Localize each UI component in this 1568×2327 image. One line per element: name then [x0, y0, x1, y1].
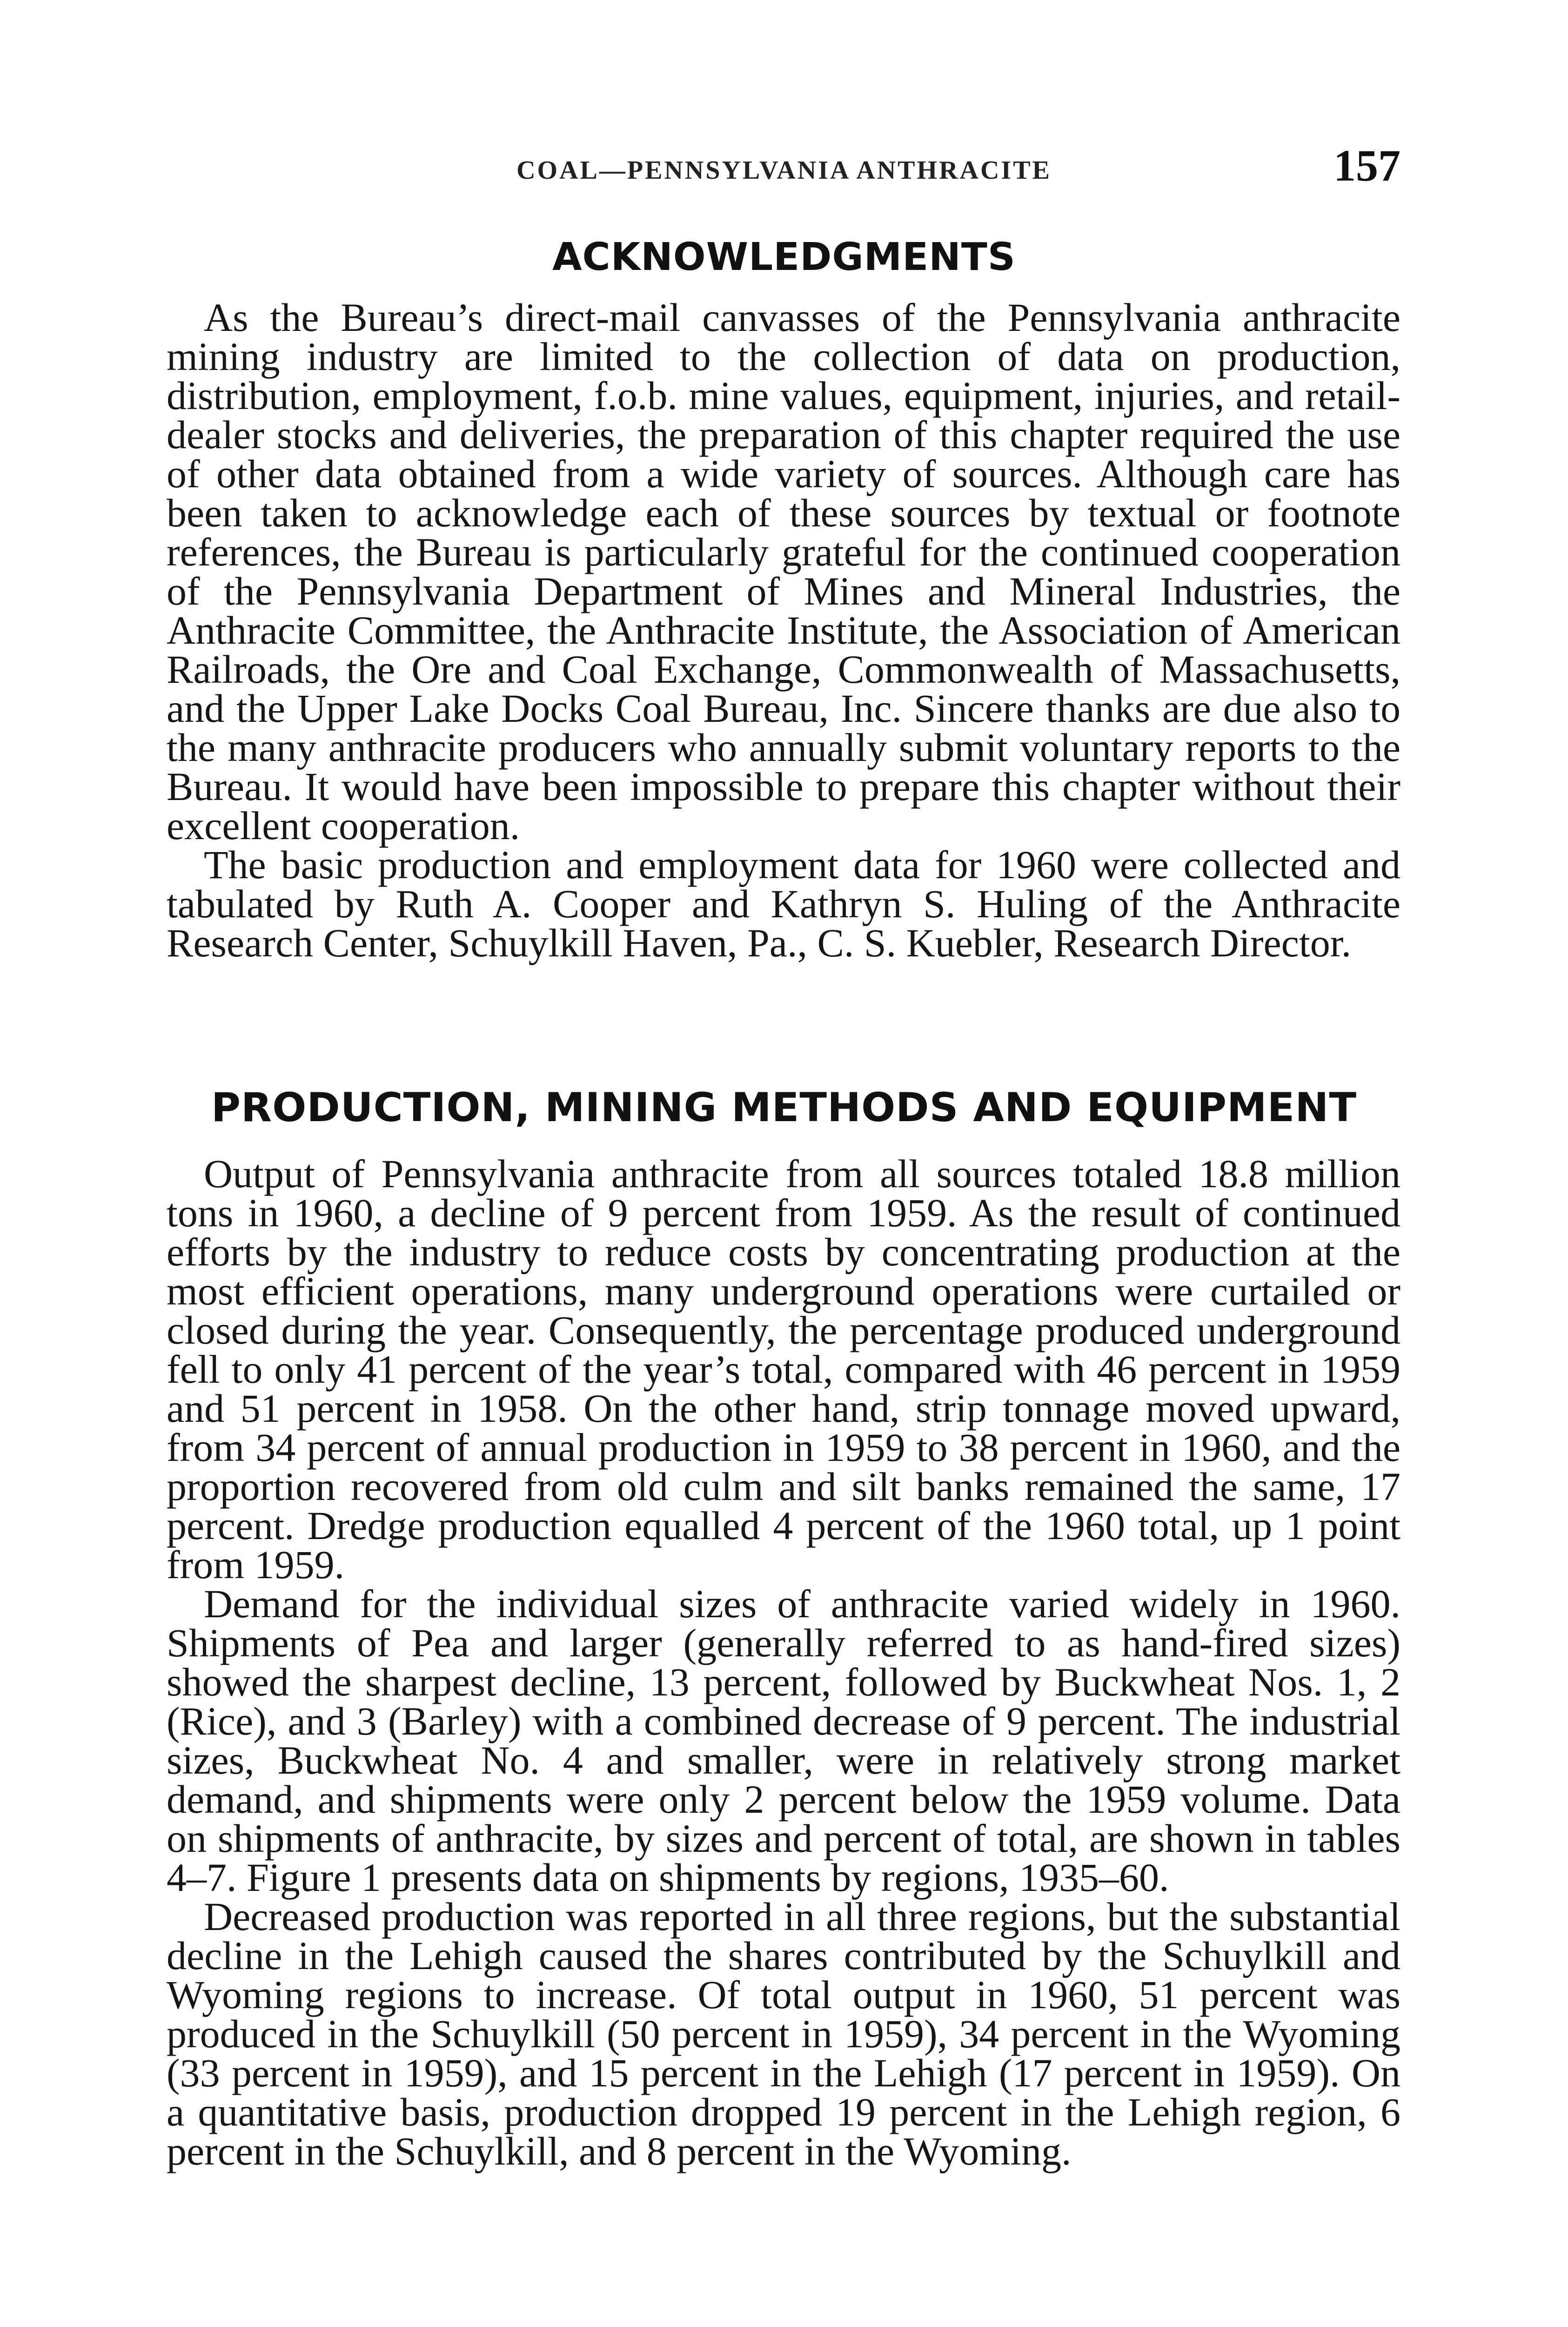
running-head: [168, 140, 1400, 191]
acknowledgments-heading: ACKNOWLEDGMENTS: [552, 235, 1016, 279]
acknowledgments-paragraph: As the Bureau’s direct-mail canvasses of the Pennsylvania anthracite mining industry are limited to the collection of data on production, distribution, employment, f.o.b. mine values, equipment, injuries, and retail-dealer stocks and deliveries, the preparation of this chapter required the use of other data obtained from a wide variety of sources. Although care has been taken to acknowledge each of these sources by textual or footnote references, the Bureau is particularly grateful for the continued cooperation of the Pennsylvania Department of Mines and Mineral Industries, the Anthracite Committee, the Anthracite Institute, the Association of American Railroads, the Ore and Coal Exchange, Commonwealth of Massachusetts, and the Upper Lake Docks Coal Bureau, Inc. Sincere thanks are due also to the many anthracite producers who annually submit voluntary reports to the Bureau. It would have been impossible to prepare this chapter without their excellent cooperation.: [167, 295, 1400, 848]
production-paragraph: Output of Pennsylvania anthracite from all sources totaled 18.8 million tons in 1960, a decline of 9 percent from 1959. As the result of continued efforts by the industry to reduce costs by concentrating production at the most efficient operations, many underground operations were curtailed or closed during the year. Consequently, the percentage produced underground fell to only 41 percent of the year’s total, compared with 46 percent in 1959 and 51 percent in 1958. On the other hand, strip tonnage moved upward, from 34 percent of annual production in 1959 to 38 percent in 1960, and the proportion recovered from old culm and silt banks remained the same, 17 percent. Dredge production equalled 4 percent of the 1960 total, up 1 point from 1959.: [167, 1151, 1400, 1587]
production-paragraph: Decreased production was reported in all three regions, but the substantial decline in the Lehigh caused the shares contributed by the Schuylkill and Wyoming regions to increase. Of total output in 1960, 51 percent was produced in the Schuylkill (50 percent in 1959), 34 percent in the Wyoming (33 percent in 1959), and 15 percent in the Lehigh (17 percent in 1959). On a quantitative basis, production dropped 19 percent in the Lehigh region, 6 percent in the Schuylkill, and 8 percent in the Wyoming.: [167, 1894, 1400, 2173]
production-body: [167, 1151, 1400, 2173]
acknowledgments-body: [167, 295, 1400, 965]
acknowledgments-paragraph: The basic production and employment data for 1960 were collected and tabulated by Ruth A. Cooper and Kathryn S. Huling of the Anthracite Research Center, Schuylkill Haven, Pa., C. S. Kuebler, Research Director.: [167, 842, 1400, 965]
page-number: 157: [1333, 141, 1400, 190]
production-paragraph: Demand for the individual sizes of anthracite varied widely in 1960. Shipments of Pea and larger (generally referred to as hand-fired sizes) showed the sharpest decline, 13 percent, followed by Buckwheat Nos. 1, 2 (Rice), and 3 (Barley) with a combined decrease of 9 percent. The industrial sizes, Buckwheat No. 4 and smaller, were in relatively strong market demand, and shipments were only 2 percent below the 1959 volume. Data on shipments of anthracite, by sizes and percent of total, are shown in tables 4–7. Figure 1 presents data on shipments by regions, 1935–60.: [167, 1581, 1400, 1900]
running-title: COAL—PENNSYLVANIA ANTHRACITE: [516, 156, 1052, 185]
production-heading: PRODUCTION, MINING METHODS AND EQUIPMENT: [211, 1084, 1357, 1131]
